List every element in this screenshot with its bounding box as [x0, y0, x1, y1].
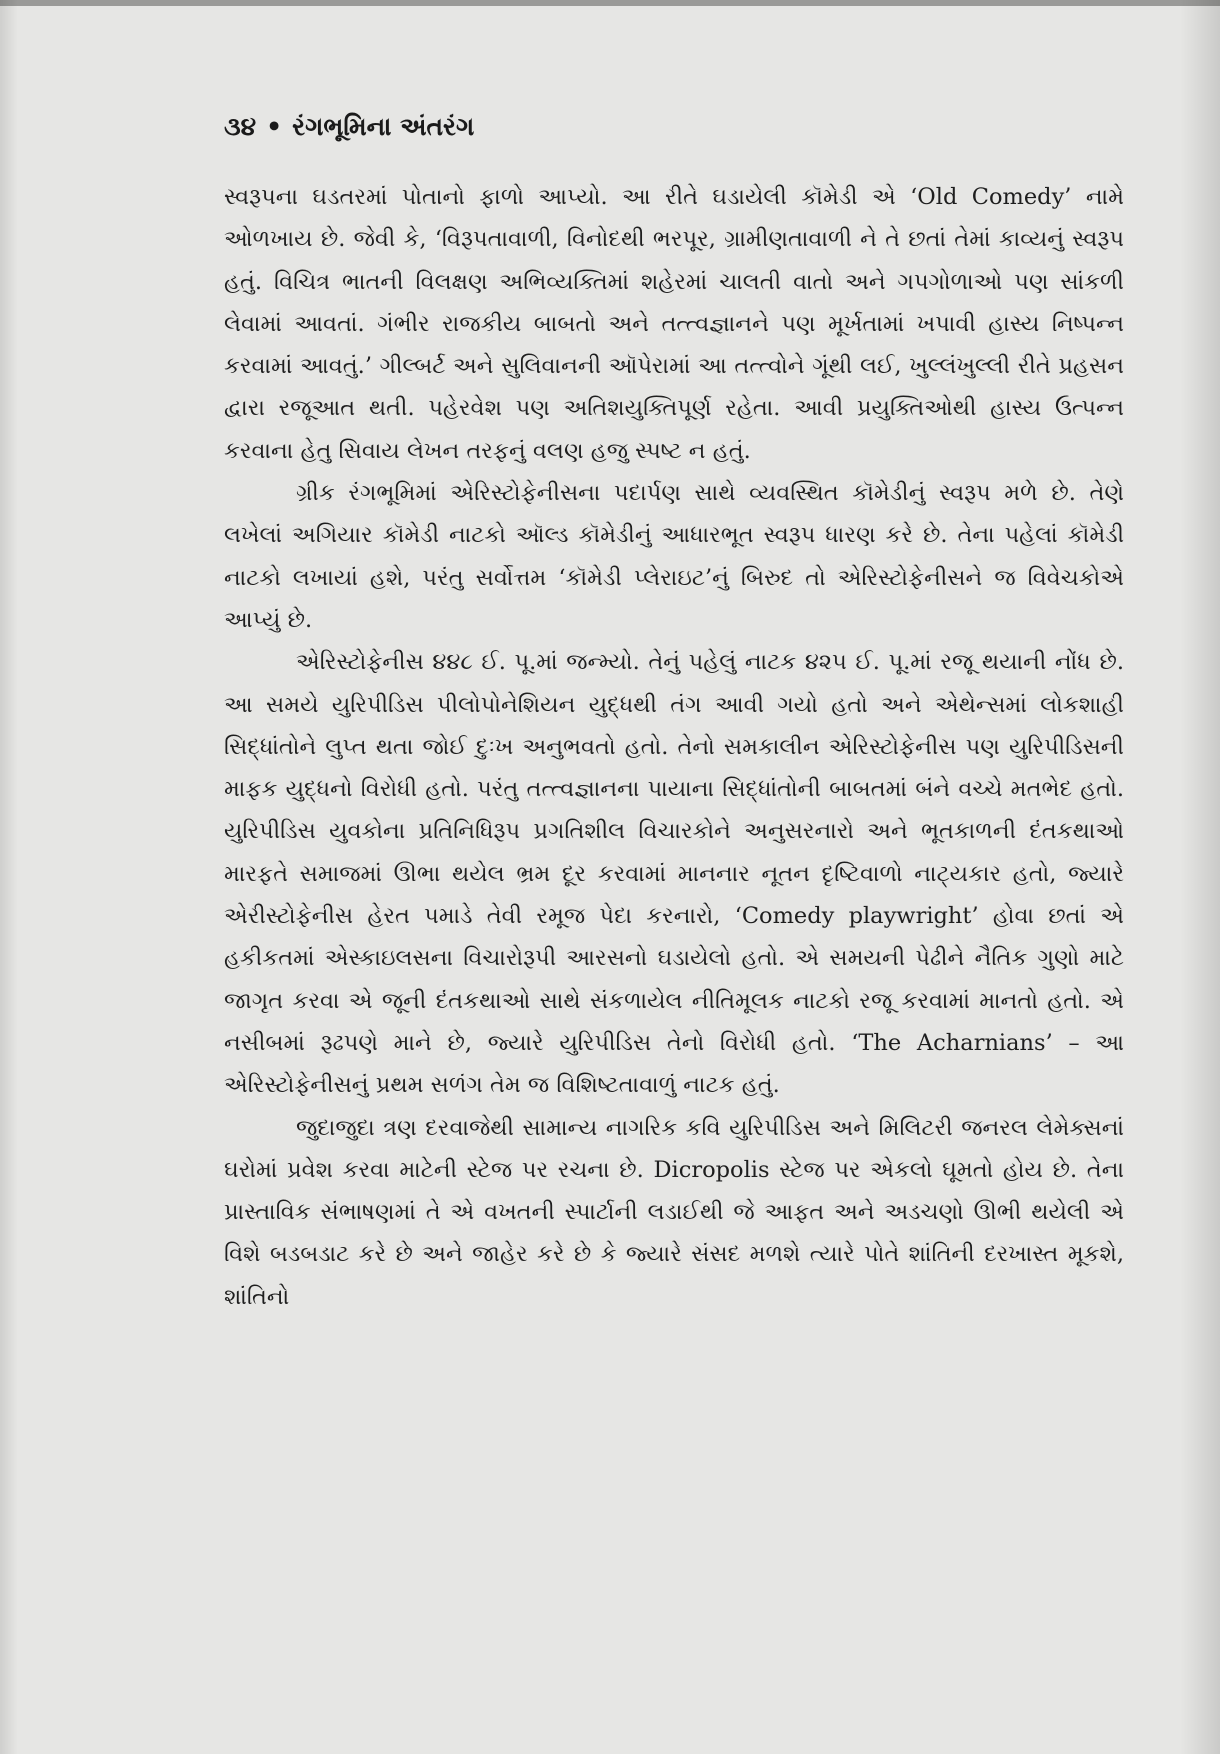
page-spine-shadow — [1180, 0, 1220, 1754]
page-left-shadow — [0, 0, 18, 1754]
page-number: ૩૪ — [224, 112, 257, 141]
paragraph-4: જુદાજુદા ત્રણ દરવાજેથી સામાન્ય નાગરિક કવિ યુરિપીડિસ અને મિલિટરી જનરલ લેમેક્સનાં ઘરોમાં પ્રવેશ કરવા માટેની સ્ટેજ પર રચના છે. Dicropolis સ્ટેજ પર એકલો ઘૂમતો હોય છે. તેના પ્રાસ્તાવિક સંભાષણમાં તે એ વખતની સ્પાર્ટાની લડાઈથી જે આફત અને અડચણો ઊભી થયેલી એ વિશે બડબડાટ કરે છે અને જાહેર કરે છે કે જ્યારે સંસદ મળશે ત્યારે પોતે શાંતિની દરખાસ્ત મૂકશે, શાંતિનો — [224, 1114, 1124, 1310]
paragraph-1: સ્વરૂપના ઘડતરમાં પોતાનો ફાળો આપ્યો. આ રીતે ઘડાયેલી કૉમેડી એ ‘Old Comedy’ નામે ઓળખાય છે. જેવી કે, ‘વિરૂપતાવાળી, વિનોદથી ભરપૂર, ગ્રામીણતાવાળી ને તે છતાં તેમાં કાવ્યનું સ્વરૂપ હતું. વિચિત્ર ભાતની વિલક્ષણ અભિવ્યક્તિમાં શહેરમાં ચાલતી વાતો અને ગપગોળાઓ પણ સાંકળી લેવામાં આવતાં. ગંભીર રાજકીય બાબતો અને તત્ત્વજ્ઞાનને પણ મૂર્ખતામાં ખપાવી હાસ્ય નિષ્પન્ન કરવામાં આવતું.’ ગીલ્બર્ટ અને સુલિવાનની ઑપેરામાં આ તત્ત્વોને ગૂંથી લઈ, ખુલ્લંખુલ્લી રીતે પ્રહસન દ્વારા રજૂઆત થતી. પહેરવેશ પણ અતિશયુક્તિપૂર્ણ રહેતા. આવી પ્રયુક્તિઓથી હાસ્ય ઉત્પન્ન કરવાના હેતુ સિવાય લેખન તરફનું વલણ હજુ સ્પષ્ટ ન હતું. — [224, 184, 1124, 464]
body-text — [224, 176, 1124, 1318]
running-header — [224, 112, 474, 142]
header-separator: • — [266, 112, 283, 141]
paragraph-2: ગ્રીક રંગભૂમિમાં એરિસ્ટોફેનીસના પદાર્પણ સાથે વ્યવસ્થિત કૉમેડીનું સ્વરૂપ મળે છે. તેણે લખેલાં અગિયાર કૉમેડી નાટકો ઑલ્ડ કૉમેડીનું આધારભૂત સ્વરૂપ ધારણ કરે છે. તેના પહેલાં કૉમેડી નાટકો લખાયાં હશે, પરંતુ સર્વોત્તમ ‘કૉમેડી પ્લેરાઇટ’નું બિરુદ તો એરિસ્ટોફેનીસને જ વિવેચકોએ આપ્યું છે. — [224, 480, 1124, 633]
page-top-edge — [0, 0, 1220, 6]
book-title: રંગભૂમિના અંતરંગ — [292, 112, 475, 141]
paragraph-3: એરિસ્ટોફેનીસ ૪૪૮ ઈ. પૂ.માં જન્મ્યો. તેનું પહેલું નાટક ૪૨૫ ઈ. પૂ.માં રજૂ થયાની નોંધ છે. આ સમયે યુરિપીડિસ પીલોપોનેશિયન યુદ્ધથી તંગ આવી ગયો હતો અને એથેન્સમાં લોકશાહી સિદ્ધાંતોને લુપ્ત થતા જોઈ દુઃખ અનુભવતો હતો. તેનો સમકાલીન એરિસ્ટોફેનીસ પણ યુરિપીડિસની માફક યુદ્ધનો વિરોધી હતો. પરંતુ તત્ત્વજ્ઞાનના પાયાના સિદ્ધાંતોની બાબતમાં બંને વચ્ચે મતભેદ હતો. યુરિપીડિસ યુવકોના પ્રતિનિધિરૂપ પ્રગતિશીલ વિચારકોને અનુસરનારો અને ભૂતકાળની દંતકથાઓ મારફતે સમાજમાં ઊભા થયેલ ભ્રમ દૂર કરવામાં માનનાર નૂતન દૃષ્ટિવાળો નાટ્યકાર હતો, જ્યારે એરીસ્ટોફેનીસ હેરત પમાડે તેવી રમૂજ પેદા કરનારો, ‘Comedy playwright’ હોવા છતાં એ હકીકતમાં એસ્કાઇલસના વિચારોરૂપી આરસનો ઘડાયેલો હતો. એ સમયની પેઢીને નૈતિક ગુણો માટે જાગૃત કરવા એ જૂની દંતકથાઓ સાથે સંકળાયેલ નીતિમૂલક નાટકો રજૂ કરવામાં માનતો હતો. એ નસીબમાં રૂઢપણે માને છે, જ્યારે યુરિપીડિસ તેનો વિરોધી હતો. ‘The Acharnians’ – આ એરિસ્ટોફેનીસનું પ્રથમ સળંગ તેમ જ વિશિષ્ટતાવાળું નાટક હતું. — [224, 649, 1124, 1099]
